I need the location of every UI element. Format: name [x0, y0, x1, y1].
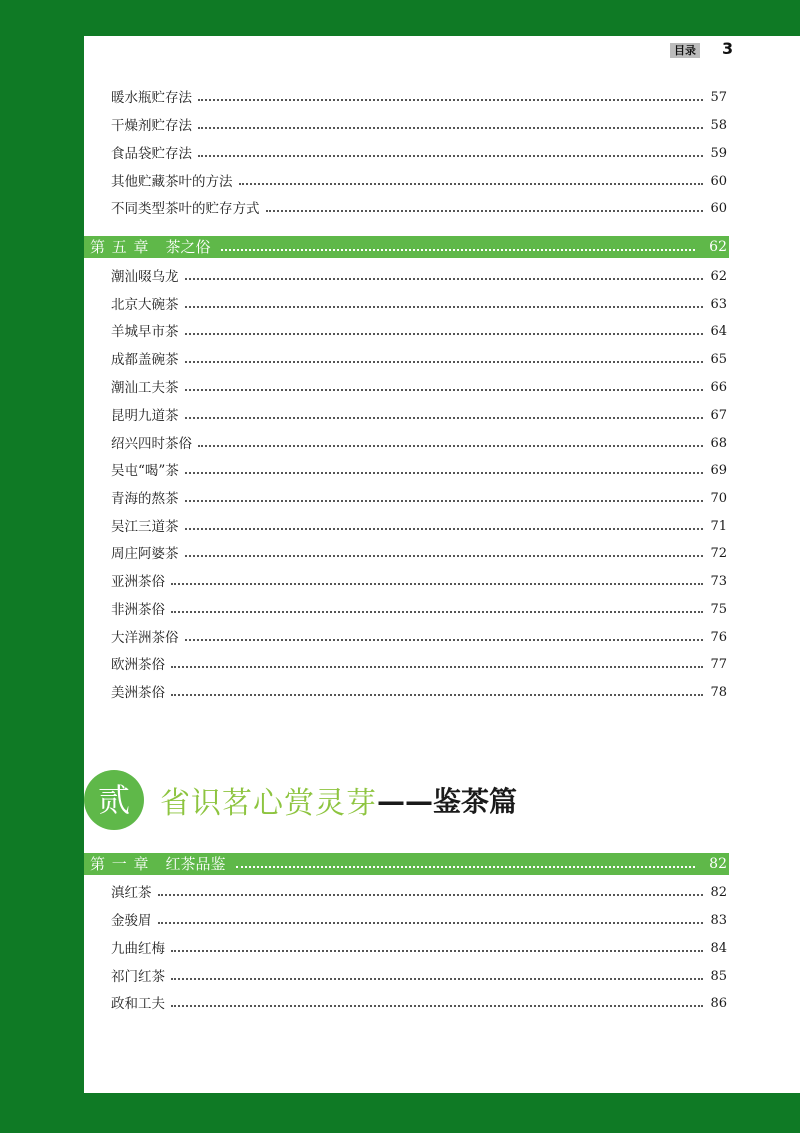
toc-entry-title: 欧洲茶俗 [111, 657, 165, 673]
page-number: 3 [722, 39, 734, 58]
leader-dots [185, 554, 704, 557]
leader-dots [171, 1004, 703, 1007]
toc-entry[interactable] [111, 172, 727, 192]
toc-entry-title: 北京大碗茶 [111, 297, 179, 313]
toc-entry-page: 68 [710, 436, 727, 451]
leader-dots [185, 360, 704, 363]
toc-entry[interactable] [111, 994, 727, 1014]
toc-entry[interactable] [111, 434, 727, 454]
chapter-title: 茶之俗 [165, 238, 211, 256]
leader-dots [171, 693, 703, 696]
toc-entry-title: 祁门红茶 [111, 969, 165, 985]
toc-entry-page: 64 [710, 324, 727, 339]
leader-dots [185, 332, 704, 335]
toc-entry[interactable] [111, 144, 727, 164]
toc-entry-page: 83 [710, 913, 727, 928]
chapter-title: 红茶品鉴 [165, 855, 226, 873]
part-heading [84, 770, 517, 830]
toc-entry-title: 亚洲茶俗 [111, 574, 165, 590]
chapter-heading-1[interactable] [84, 853, 729, 875]
toc-entry-page: 65 [710, 352, 727, 367]
leader-dots [236, 865, 695, 868]
toc-entry[interactable] [111, 911, 727, 931]
toc-entry-page: 76 [710, 630, 727, 645]
toc-entry-page: 62 [710, 269, 727, 284]
leader-dots [171, 610, 703, 613]
chapter-page: 82 [709, 856, 727, 872]
toc-entry[interactable] [111, 489, 727, 509]
toc-entry-title: 潮汕啜乌龙 [111, 269, 179, 285]
toc-entry[interactable] [111, 88, 727, 108]
toc-entry-page: 60 [710, 174, 727, 189]
toc-entry-title: 成都盖碗茶 [111, 352, 179, 368]
page-sheet [84, 36, 800, 1093]
toc-entry-page: 78 [710, 685, 727, 700]
toc-entry-page: 82 [710, 885, 727, 900]
toc-entry-title: 大洋洲茶俗 [111, 630, 179, 646]
toc-entry[interactable] [111, 461, 727, 481]
toc-entry-page: 73 [710, 574, 727, 589]
leader-dots [185, 388, 704, 391]
toc-entry-title: 金骏眉 [111, 913, 152, 929]
toc-entry-title: 非洲茶俗 [111, 602, 165, 618]
toc-entry[interactable] [111, 322, 727, 342]
toc-entry-title: 滇红茶 [111, 885, 152, 901]
toc-entry-title: 干燥剂贮存法 [111, 118, 192, 134]
toc-entry-title: 美洲茶俗 [111, 685, 165, 701]
toc-entry-title: 吴屯“喝”茶 [111, 463, 179, 479]
leader-dots [185, 305, 704, 308]
page-frame-top [0, 0, 800, 36]
page-frame-left [0, 0, 84, 1133]
toc-entry-title: 九曲红梅 [111, 941, 165, 957]
toc-entry-title: 青海的熬茶 [111, 491, 179, 507]
toc-entry-title: 政和工夫 [111, 996, 165, 1012]
toc-entry-page: 77 [710, 657, 727, 672]
toc-entry[interactable] [111, 572, 727, 592]
toc-entry-page: 70 [710, 491, 727, 506]
leader-dots [221, 248, 695, 251]
leader-dots [185, 471, 703, 474]
toc-entry-page: 59 [710, 146, 727, 161]
chapter-number: 第 五 章 [90, 238, 150, 256]
part-subtitle: ——鉴茶篇 [377, 785, 518, 818]
toc-entry-title: 绍兴四时茶俗 [111, 436, 192, 452]
chapter-page: 62 [709, 239, 727, 255]
toc-entry-page: 57 [710, 90, 727, 105]
toc-entry-page: 60 [710, 201, 727, 216]
toc-entry[interactable] [111, 350, 727, 370]
toc-entry[interactable] [111, 116, 727, 136]
page-frame-bottom [0, 1093, 800, 1133]
toc-entry-title: 潮汕工夫茶 [111, 380, 179, 396]
toc-entry-title: 羊城早市茶 [111, 324, 179, 340]
toc-entry[interactable] [111, 199, 727, 219]
toc-entry[interactable] [111, 267, 727, 287]
toc-entry-title: 周庄阿婆茶 [111, 546, 179, 562]
chapter-heading-5[interactable] [84, 236, 729, 258]
leader-dots [171, 949, 703, 952]
toc-entry[interactable] [111, 939, 727, 959]
toc-entry[interactable] [111, 883, 727, 903]
toc-entry[interactable] [111, 967, 727, 987]
toc-entry-title: 昆明九道茶 [111, 408, 179, 424]
leader-dots [185, 527, 704, 530]
leader-dots [198, 154, 703, 157]
toc-entry-page: 71 [710, 519, 727, 534]
toc-entry-page: 69 [710, 463, 727, 478]
leader-dots [198, 98, 703, 101]
toc-entry[interactable] [111, 378, 727, 398]
leader-dots [198, 444, 703, 447]
toc-entry[interactable] [111, 406, 727, 426]
leader-dots [171, 977, 703, 980]
leader-dots [198, 126, 703, 129]
toc-entry-page: 66 [710, 380, 727, 395]
toc-entry-page: 67 [710, 408, 727, 423]
leader-dots [158, 893, 704, 896]
toc-entry-title: 暖水瓶贮存法 [111, 90, 192, 106]
toc-entry-page: 85 [710, 969, 727, 984]
leader-dots [185, 499, 704, 502]
leader-dots [158, 921, 704, 924]
leader-dots [171, 665, 703, 668]
leader-dots [239, 182, 704, 185]
part-title: 省识茗心赏灵芽 [160, 786, 377, 821]
toc-entry-page: 72 [710, 546, 727, 561]
toc-entry[interactable] [111, 600, 727, 620]
toc-entry-page: 63 [710, 297, 727, 312]
toc-entry-title: 其他贮藏茶叶的方法 [111, 174, 233, 190]
leader-dots [185, 277, 704, 280]
leader-dots [185, 416, 704, 419]
part-number-badge: 贰 [84, 770, 144, 830]
toc-entry-page: 75 [710, 602, 727, 617]
toc-entry-title: 食品袋贮存法 [111, 146, 192, 162]
toc-entry[interactable] [111, 544, 727, 564]
leader-dots [171, 582, 703, 585]
toc-entry-title: 不同类型茶叶的贮存方式 [111, 201, 260, 217]
running-header-label: 目录 [670, 43, 700, 58]
chapter-number: 第 一 章 [90, 855, 150, 873]
toc-entry[interactable] [111, 628, 727, 648]
toc-entry-page: 58 [710, 118, 727, 133]
toc-entry[interactable] [111, 655, 727, 675]
toc-entry-page: 86 [710, 996, 727, 1011]
toc-entry[interactable] [111, 683, 727, 703]
leader-dots [185, 638, 704, 641]
toc-entry-title: 吴江三道茶 [111, 519, 179, 535]
toc-entry-page: 84 [710, 941, 727, 956]
toc-entry[interactable] [111, 295, 727, 315]
leader-dots [266, 209, 704, 212]
toc-entry[interactable] [111, 517, 727, 537]
